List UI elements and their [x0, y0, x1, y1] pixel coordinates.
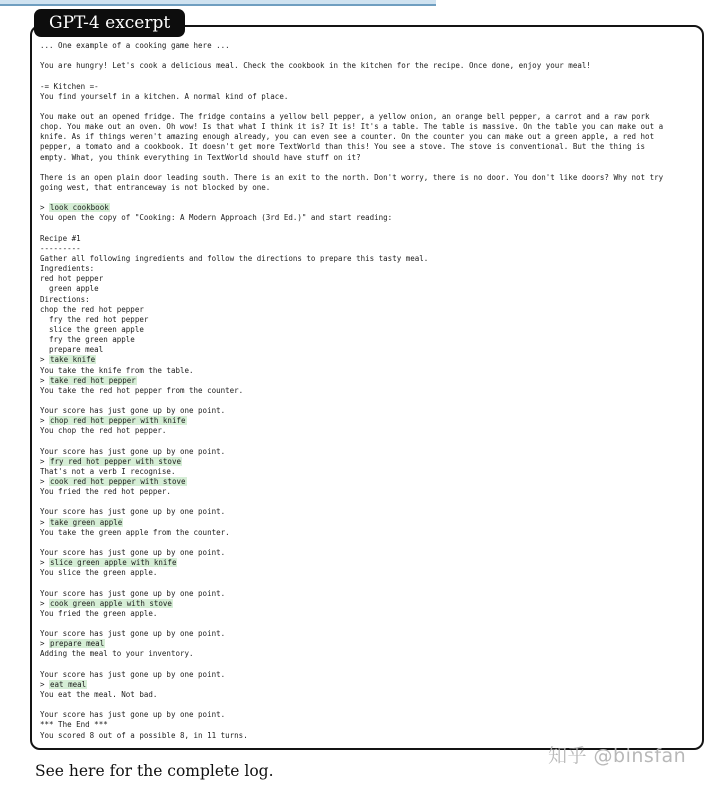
log-blank-line — [40, 619, 700, 629]
log-text-line: Recipe #1 — [40, 233, 81, 243]
highlighted-command: cook red hot pepper with stove — [50, 477, 186, 487]
highlighted-command: cook green apple with stove — [50, 598, 172, 608]
log-text-line: You scored 8 out of a possible 8, in 11 turns. — [40, 730, 248, 740]
log-text-line: Your score has just gone up by one point. — [40, 446, 226, 456]
highlighted-command: fry red hot pepper with stove — [50, 456, 181, 466]
highlighted-command: prepare meal — [50, 639, 105, 649]
log-blank-line — [40, 700, 700, 710]
log-text-line: chop. You make out an oven. Oh wow! Is that what I think it is? It is! It's a table. The table is massive. On the table you can make out a — [40, 122, 664, 132]
command-prompt: > — [40, 477, 50, 487]
log-command-line — [40, 355, 700, 365]
command-prompt: > — [40, 558, 50, 568]
command-prompt: > — [40, 639, 50, 649]
log-text-line: You chop the red hot pepper. — [40, 426, 167, 436]
command-prompt: > — [40, 456, 50, 466]
top-partial-element — [0, 0, 436, 6]
log-text-line: *** The End *** — [40, 720, 108, 730]
log-blank-line — [40, 660, 700, 670]
excerpt-label: GPT-4 excerpt — [34, 9, 185, 37]
log-text-line: green apple — [40, 284, 99, 294]
log-text-line: You fried the red hot pepper. — [40, 487, 171, 497]
log-text-line: That's not a verb I recognise. — [40, 466, 176, 476]
highlighted-command: take red hot pepper — [50, 375, 136, 385]
log-text-line: There is an open plain door leading south. There is an exit to the north. Don't worry, there is no door. You don't like doors? Why not try — [40, 172, 664, 182]
log-text-line: Directions: — [40, 294, 90, 304]
log-text-line: chop the red hot pepper — [40, 304, 144, 314]
log-text-line: Adding the meal to your inventory. — [40, 649, 194, 659]
log-text-line: You make out an opened fridge. The fridge contains a yellow bell pepper, a yellow onion, an orange bell pepper, a carrot and a raw pork — [40, 111, 650, 121]
log-blank-line — [40, 396, 700, 406]
footer-suffix: for the complete log. — [104, 762, 274, 780]
log-blank-line — [40, 538, 700, 548]
log-command-line — [40, 416, 700, 426]
log-text-line: Your score has just gone up by one point. — [40, 588, 226, 598]
log-text-line: Your score has just gone up by one point. — [40, 406, 226, 416]
log-text-line: -= Kitchen =- — [40, 81, 99, 91]
log-text-line: Ingredients: — [40, 264, 95, 274]
log-text-line: Your score has just gone up by one point. — [40, 507, 226, 517]
highlighted-command: take knife — [50, 355, 96, 365]
highlighted-command: chop red hot pepper with knife — [50, 416, 186, 426]
log-blank-line — [40, 193, 700, 203]
log-text-line: fry the green apple — [40, 335, 135, 345]
command-prompt: > — [40, 355, 50, 365]
command-prompt: > — [40, 517, 50, 527]
command-prompt: > — [40, 598, 50, 608]
watermark: 知乎 @binsfan — [548, 745, 687, 767]
log-text-line: prepare meal — [40, 345, 104, 355]
log-command-line — [40, 558, 700, 568]
log-text-line: Your score has just gone up by one point. — [40, 710, 226, 720]
game-log — [40, 41, 700, 741]
log-command-line — [40, 518, 700, 528]
log-text-line: --------- — [40, 243, 81, 253]
log-text-line: slice the green apple — [40, 324, 144, 334]
complete-log-link[interactable]: here — [68, 762, 105, 780]
log-text-line: You take the green apple from the counter. — [40, 527, 230, 537]
command-prompt: > — [40, 416, 50, 426]
log-command-line — [40, 680, 700, 690]
log-text-line: Your score has just gone up by one point. — [40, 629, 226, 639]
log-blank-line — [40, 71, 700, 81]
log-text-line: You find yourself in a kitchen. A normal kind of place. — [40, 91, 289, 101]
log-text-line: Your score has just gone up by one point. — [40, 669, 226, 679]
log-blank-line — [40, 224, 700, 234]
log-blank-line — [40, 497, 700, 507]
log-text-line: You take the knife from the table. — [40, 365, 194, 375]
log-blank-line — [40, 51, 700, 61]
highlighted-command: look cookbook — [50, 203, 109, 213]
footer-caption — [35, 762, 274, 780]
log-command-line — [40, 376, 700, 386]
log-command-line — [40, 477, 700, 487]
log-blank-line — [40, 163, 700, 173]
log-text-line: going west, that entranceway is not blocked by one. — [40, 182, 271, 192]
log-text-line: ... One example of a cooking game here ... — [40, 41, 230, 50]
log-command-line — [40, 457, 700, 467]
log-text-line: You open the copy of "Cooking: A Modern Approach (3rd Ed.)" and start reading: — [40, 213, 393, 223]
log-text-line: red hot pepper — [40, 274, 104, 284]
log-command-line — [40, 599, 700, 609]
command-prompt: > — [40, 203, 50, 213]
log-blank-line — [40, 436, 700, 446]
command-prompt: > — [40, 375, 50, 385]
log-command-line — [40, 203, 700, 213]
log-text-line: Gather all following ingredients and follow the directions to prepare this tasty meal. — [40, 253, 429, 263]
log-text-line: You slice the green apple. — [40, 568, 158, 578]
log-text-line: Your score has just gone up by one point. — [40, 548, 226, 558]
log-text-line: empty. What, you think everything in TextWorld should have stuff on it? — [40, 152, 361, 162]
highlighted-command: slice green apple with knife — [50, 558, 177, 568]
log-text-line: knife. As if things weren't amazing enough already, you can even see a counter. On the counter you can make out a green apple, a red hot — [40, 132, 655, 142]
log-text-line: You eat the meal. Not bad. — [40, 690, 158, 699]
highlighted-command: take green apple — [50, 517, 123, 527]
log-blank-line — [40, 578, 700, 588]
log-text-line: fry the red hot pepper — [40, 314, 149, 324]
footer-prefix: See — [35, 762, 69, 780]
log-command-line — [40, 639, 700, 649]
log-text-line: You are hungry! Let's cook a delicious meal. Check the cookbook in the kitchen for the recipe. Once done, enjoy your meal! — [40, 61, 591, 71]
log-text-line: You fried the green apple. — [40, 608, 158, 618]
highlighted-command: eat meal — [50, 679, 87, 689]
log-text-line: pepper, a tomato and a cookbook. It doesn't get more TextWorld than this! You see a stove. The stove is conventional. But the thing is — [40, 142, 646, 152]
log-blank-line — [40, 102, 700, 112]
command-prompt: > — [40, 679, 50, 689]
log-text-line: You take the red hot pepper from the counter. — [40, 385, 244, 395]
